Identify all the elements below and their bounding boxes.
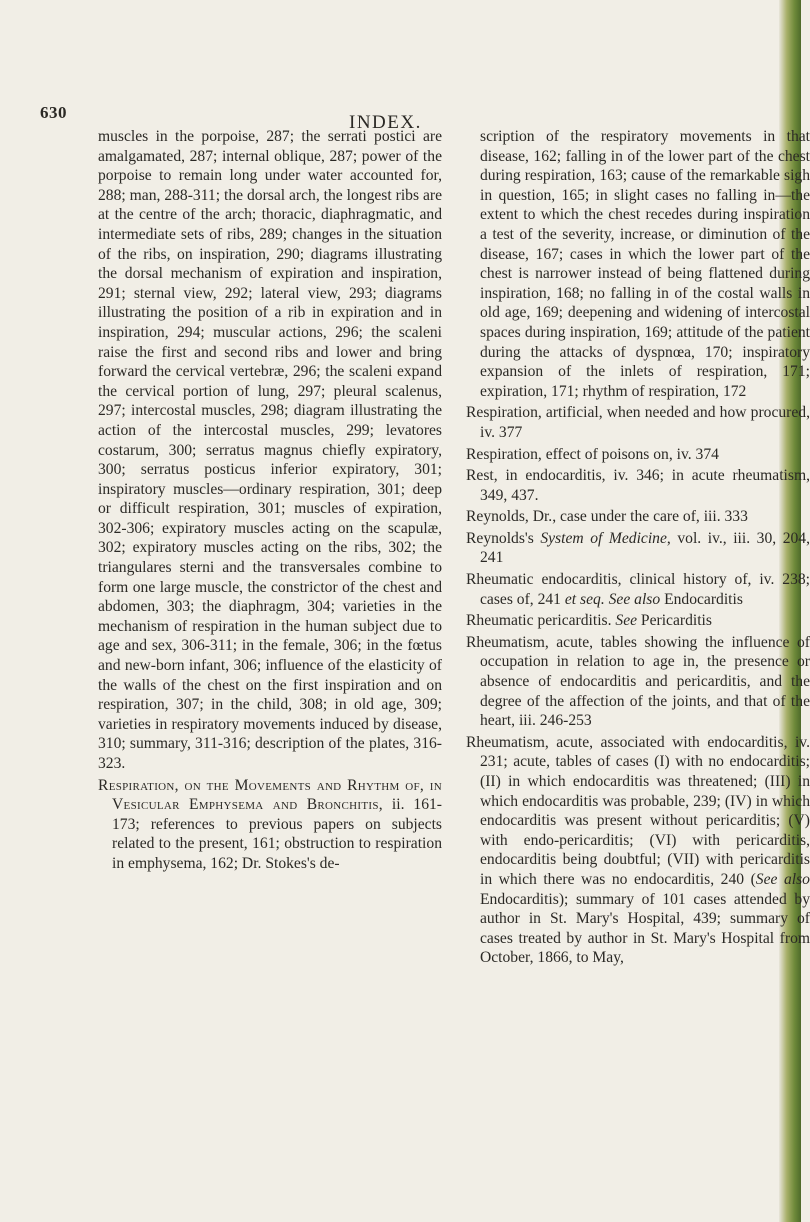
index-entry: Respiration, effect of poisons on, iv. 374 xyxy=(466,445,719,463)
left-column xyxy=(98,127,442,876)
entry-text: Pericarditis xyxy=(637,612,712,630)
index-entry-continued: muscles in the porpoise, 287; the serrati postici are amalgamated, 287; internal oblique, 287; power of the porpoise to remain long under water accounted for, 288; man, 288-311; the dorsal arch, the longest ribs are at the centre of the arch; thoracic, diaphragmatic, and intermediate sets of ribs, 289; changes in the situation of the ribs, on inspiration, 290; diagrams illustrating the dorsal mechanism of expiration and inspiration, 291; sternal view, 292; lateral view, 293; diagrams illustrating the position of a rib in expiration and in inspiration, 294; muscular actions, 296; the scaleni raise the first and second ribs and lower and bring forward the cervical vertebræ, 296; the scaleni expand the cervical portion of lung, 297; pleural scalenus, 297; intercostal muscles, 298; diagram illustrating the action of the intercostal muscles, 299; levatores costarum, 300; serratus magnus chiefly expiratory, 300; serratus posticus inferior expiratory, 301; inspiratory muscles—ordinary respiration, 301; deep or difficult respiration, 301; muscles of expiration, 302-306; expiratory muscles acting on the scapulæ, 302; expiratory muscles acting on the ribs, 302; the triangulares sterni and the transversales combine to form one large muscle, the constrictor of the chest and abdomen, 303; the diaphragm, 304; varieties in the mechanism of respiration in the human subject due to age and sex, 306-311; in the female, 306; in the fœtus and new-born infant, 306; influence of the elasticity of the walls of the chest on the first inspiration and on respiration, 307; in the child, 308; in old age, 309; varieties in respiratory movements induced by disease, 310; summary, 311-316; description of the plates, 316-323. xyxy=(98,128,442,772)
index-entry: Rest, in endocarditis, iv. 346; in acute rheumatism, 349, 437. xyxy=(466,467,810,504)
entry-text: Endocarditis); summary of 101 cases attended by author in St. Mary's Hospital, 439; summary of cases treated by author in St. Mary's Hospital from October, 1866, to May, xyxy=(480,890,810,967)
page-number: 630 xyxy=(40,103,67,122)
see-text: See xyxy=(615,612,638,630)
index-entry-rheumatism-associated xyxy=(466,733,810,968)
index-entry-continued: scription of the respiratory movements in that disease, 162; falling in of the lower part of the chest during respiration, 163; cause of the remarkable sigh in question, 165; in slight cases no falling in—the extent to which the chest recedes during inspiration a test of the severity, increase, or diminution of the disease, 167; cases in which the lower part of the chest is narrower instead of being flattened during inspiration, 168; no falling in of the costal walls in old age, 169; deepening and widening of intercostal spaces during inspiration, 169; attitude of the patient during the attacks of dyspnœa, 170; inspiratory expansion of the inlets of respiration, 171; expiration, 171; rhythm of respiration, 172 xyxy=(480,128,810,400)
italic-text: et seq. xyxy=(564,590,605,608)
right-column xyxy=(466,127,810,970)
index-entry-rheumatic-pericarditis xyxy=(466,611,810,631)
entry-text: Rheumatic pericarditis. xyxy=(466,612,616,630)
entry-text: Rheumatism, acute, associated with endocarditis, iv. 231; acute, tables of cases (I) with no endocarditis; (II) in which endocarditis was threatened; (III) in which endocarditis was probable, 239; (IV) in which endocarditis was present without pericarditis; (V) with endo-pericarditis; (VI) with pericarditis, endocarditis being doubtful; (VII) with pericarditis in which there was no endocarditis, 240 ( xyxy=(466,733,810,888)
index-entry: Reynolds, Dr., case under the care of, iii. 333 xyxy=(466,508,748,526)
index-entry-rheumatism-tables: Rheumatism, acute, tables showing the influence of occupation in relation to age in, the presence or absence of endocarditis and pericarditis, and the degree of the affection of the joints, and that of the heart, iii. 246-253 xyxy=(466,633,810,730)
see-also-text: See also xyxy=(608,590,661,608)
entry-heading: Respiration, on the Movements and Rhythm of, in Vesicular Emphysema and Bronchitis, xyxy=(98,776,442,814)
entry-text: Endocarditis xyxy=(660,590,743,608)
see-also-text: See also xyxy=(755,870,810,888)
index-entry-rheumatic-endocarditis xyxy=(466,570,810,609)
index-entry: Respiration, artificial, when needed and how procured, iv. 377 xyxy=(466,404,810,441)
running-head: INDEX. xyxy=(349,112,422,133)
entry-text: ii. 161-173; references to previous papers on subjects related to the present, 161; obstruction to respiration in emphysema, 162; Dr. Stokes's de- xyxy=(112,796,442,872)
entry-text: Reynolds's xyxy=(466,529,541,547)
book-title: System of Medicine xyxy=(540,529,667,547)
entry-text: , vol. iv., iii. 30, 204, 241 xyxy=(480,529,810,567)
entry-text: Rheumatic endocarditis, clinical history of, iv. 238; cases of, 241 xyxy=(466,571,810,608)
index-entry-reynolds-system xyxy=(466,529,810,568)
index-entry-respiration-emphysema xyxy=(98,776,442,874)
